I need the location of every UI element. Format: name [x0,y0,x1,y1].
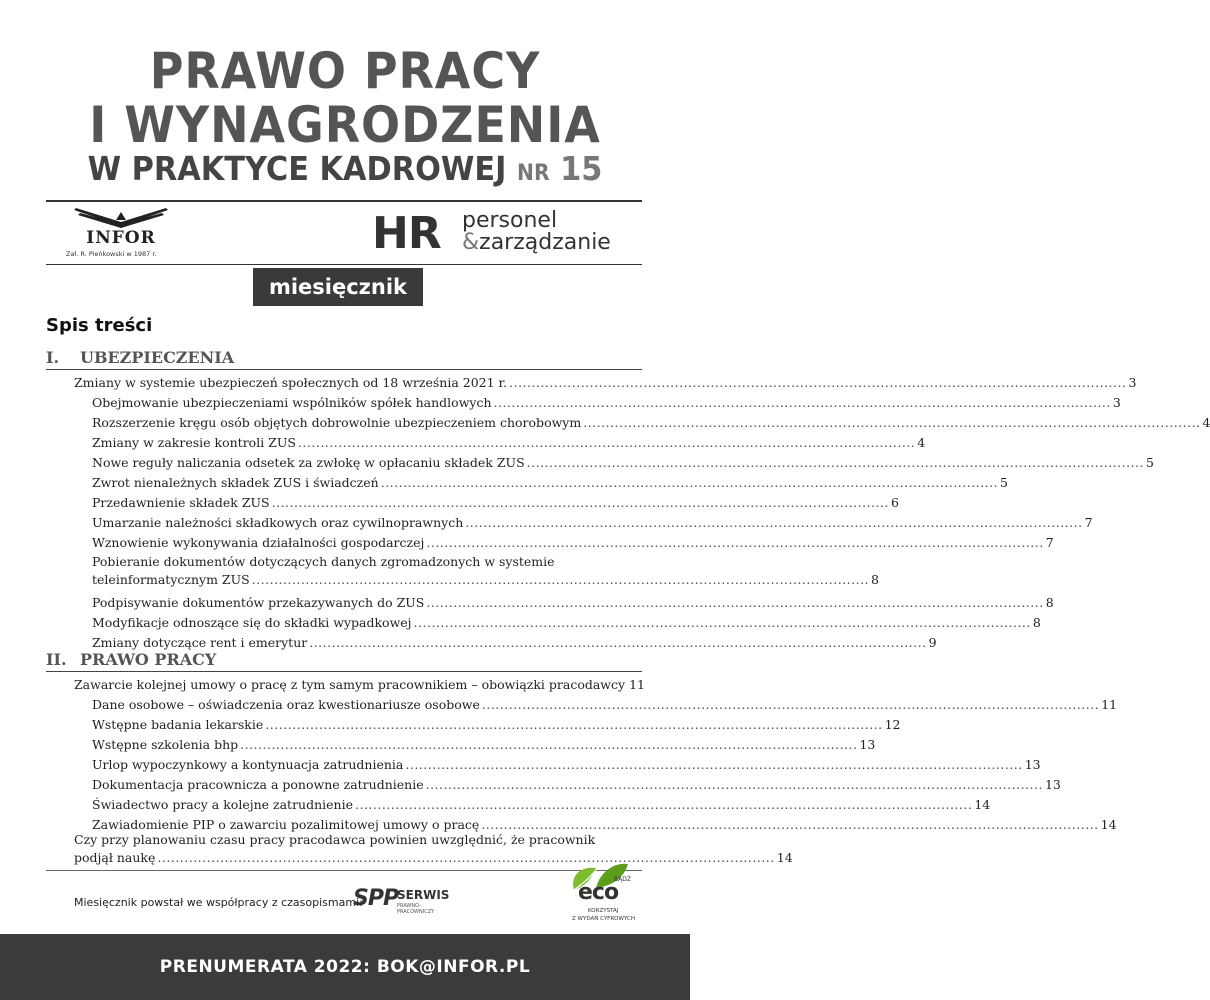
title-line-2: I WYNAGRODZENIA [89,96,601,154]
section-number: II. [46,650,67,669]
toc-entry[interactable] [92,414,1210,432]
toc-entry[interactable] [92,736,876,754]
toc-entry-text: Rozszerzenie kręgu osób objętych dobrowolnie ubezpieczeniem chorobowym [92,415,582,430]
toc-entry[interactable] [92,594,1054,612]
hr-logo-letters: HR [372,208,441,259]
spp-logo-letters: SPP [353,886,399,911]
subscription-text: PRENUMERATA 2022: BOK@INFOR.PL [159,957,531,977]
infor-wordmark: INFOR [86,228,156,248]
toc-entry-page: 13 [859,737,876,752]
subscription-banner[interactable] [0,934,690,1000]
toc-entry-page: 4 [1202,415,1210,430]
toc-entry-text: Obejmowanie ubezpieczeniami wspólników spółek handlowych [92,395,492,410]
toc-entry-page: 11 [629,677,645,692]
section-number: I. [46,348,60,367]
toc-entry-text: Zmiany w zakresie kontroli ZUS [92,435,296,450]
leader-dots: .......................................................................................................................................... [297,435,916,450]
leader-dots: .......................................................................................................................................... [481,697,1100,712]
section-rule [46,369,642,370]
hr-logo-zarzadzanie-text: zarządzanie [479,230,611,255]
toc-entry-page: 14 [1100,817,1117,832]
toc-entry-page: 13 [1024,757,1041,772]
toc-entry-page: 5 [1145,455,1154,470]
toc-entry[interactable] [92,474,1008,492]
leader-dots: .......................................................................................................................................... [465,515,1083,530]
toc-entry-page: 13 [1044,777,1061,792]
leader-dots: .......................................................................................................................................... [413,615,1031,630]
footer-rule [46,870,642,871]
leader-dots: .......................................................................................................................................... [265,717,883,732]
toc-entry-text: Wstępne badania lekarskie [92,717,264,732]
toc-entry[interactable] [92,454,1154,472]
toc-entry[interactable] [92,796,991,814]
toc-entry-text: Przedawnienie składek ZUS [92,495,270,510]
hr-logo-ampersand: & [462,230,480,255]
toc-entry-page: 4 [917,435,926,450]
toc-entry-text: Urlop wypoczynkowy a kontynuacja zatrudnienia [92,757,404,772]
leader-dots: .......................................................................................................................................... [251,572,870,587]
header-rule-top [46,200,642,202]
leader-dots: .......................................................................................................................................... [405,757,1023,772]
serwis-logo-word: SERWIS [397,888,450,902]
toc-entry-page: 7 [1084,515,1093,530]
toc-entry[interactable] [92,696,1118,714]
issue-nr-label: NR [517,161,550,186]
eco-badge [566,858,646,928]
toc-entry-text: Dane osobowe – oświadczenia oraz kwestionariusze osobowe [92,697,480,712]
cooperation-note: Miesięcznik powstał we współpracy z czasopismami: [74,896,363,909]
toc-entry[interactable] [92,716,901,734]
toc-entry-page: 14 [974,797,991,812]
eco-word: eco [578,880,619,905]
leader-dots: .......................................................................................................................................... [426,595,1044,610]
toc-entry-text: Nowe reguły naliczania odsetek za zwłokę w opłacaniu składek ZUS [92,455,525,470]
leader-dots: .......................................................................................................................................... [526,455,1144,470]
toc-entry[interactable] [92,776,1061,794]
toc-entry-page: 9 [928,635,937,650]
eco-sub-2: Z WYDAŃ CYFROWYCH [572,916,635,922]
toc-entry[interactable] [92,614,1041,632]
title-line-3-text: W PRAKTYCE KADROWEJ [87,149,507,188]
toc-entry-page: 7 [1045,535,1054,550]
header-rule-bottom [46,264,642,265]
spp-serwis-logo [353,886,453,916]
title-line-1: PRAWO PRACY [149,42,541,100]
toc-entry[interactable] [74,831,793,867]
toc-entry[interactable] [92,756,1041,774]
toc-entry-page: 14 [776,850,793,865]
toc-entry-page: 5 [1000,475,1008,490]
title-line-3 [28,149,663,188]
leader-dots: .......................................................................................................................................... [240,737,858,752]
serwis-logo-sub: PRAWNO-PRACOWNICZY [397,903,435,915]
leader-dots: .......................................................................................................................................... [583,415,1201,430]
toc-entry-page: 3 [1128,375,1137,390]
toc-entry-text: Pobieranie dokumentów dotyczących danych zgromadzonych w systemie [92,554,555,569]
leader-dots: .......................................................................................................................................... [157,850,775,865]
toc-entry-page: 11 [1101,697,1118,712]
eco-sub-1: KORZYSTAJ [588,908,619,914]
toc-entry-text: Umarzanie należności składkowych oraz cywilnoprawnych [92,515,464,530]
hr-logo-personel: personel [462,208,558,233]
section-title: UBEZPIECZENIA [80,348,235,367]
section-rule [46,671,642,672]
toc-entry-text: Podpisywanie dokumentów przekazywanych do ZUS [92,595,425,610]
toc-title: Spis treści [46,315,153,336]
toc-entry[interactable] [74,374,1137,392]
toc-entry[interactable] [92,514,1093,532]
toc-entry-page: 8 [1032,615,1041,630]
leader-dots: .......................................................................................................................................... [481,817,1099,832]
frequency-badge: miesięcznik [253,268,423,306]
toc-entry-text-continued: teleinformatycznym ZUS [92,572,250,587]
hr-logo-zarzadzanie [462,232,611,254]
section-heading [46,348,234,367]
toc-entry-page: 12 [884,717,901,732]
infor-founded-note: Zał. R. Pieńkowski w 1987 r. [66,250,157,258]
leader-dots: .......................................................................................................................................... [426,535,1044,550]
toc-entry-page: 6 [890,495,899,510]
toc-entry-text: Modyfikacje odnoszące się do składki wypadkowej [92,615,412,630]
toc-entry-text: Zawiadomienie PIP o zawarciu pozalimitowej umowy o pracę [92,817,480,832]
toc-entry-text: Dokumentacja pracownicza a ponowne zatrudnienie [92,777,424,792]
leader-dots: .......................................................................................................................................... [493,395,1111,410]
toc-entry-page: 8 [871,572,879,587]
toc-entry-text-continued: podjął naukę [74,850,156,865]
leader-dots: .......................................................................................................................................... [355,797,973,812]
leader-dots: .......................................................................................................................................... [425,777,1043,792]
toc-entry[interactable] [92,434,926,452]
toc-entry-text: Czy przy planowaniu czasu pracy pracodawca powinien uwzględnić, że pracownik [74,832,596,847]
infor-wings-icon [66,206,176,230]
leader-dots: .......................................................................................................................................... [309,635,927,650]
toc-entry[interactable] [92,553,879,589]
infor-logo [66,206,176,262]
eco-top-label: BĄDŹ [614,876,631,883]
toc-entry-text: Wstępne szkolenia bhp [92,737,239,752]
toc-entry-text: Zmiany dotyczące rent i emerytur [92,635,308,650]
toc-entry-page: 3 [1112,395,1121,410]
leader-dots: .......................................................................................................................................... [271,495,889,510]
toc-entry-text: Świadectwo pracy a kolejne zatrudnienie [92,797,353,812]
toc-entry[interactable] [92,534,1054,552]
hr-personel-logo [372,208,642,264]
toc-entry-text: Wznowienie wykonywania działalności gospodarczej [92,535,425,550]
issue-number: 15 [560,149,603,188]
toc-entry-text: Zwrot nienależnych składek ZUS i świadczeń [92,475,379,490]
toc-entry[interactable] [92,394,1121,412]
leader-dots: .......................................................................................................................................... [380,475,999,490]
section-heading [46,650,216,669]
toc-entry[interactable] [74,676,645,694]
toc-entry-text: Zmiany w systemie ubezpieczeń społecznych od 18 września 2021 r. [74,375,508,390]
toc-entry-page: 8 [1045,595,1054,610]
toc-entry[interactable] [92,494,899,512]
section-title: PRAWO PRACY [80,650,217,669]
leader-dots: .......................................................................................................................................... [509,375,1127,390]
toc-entry-text: Zawarcie kolejnej umowy o pracę z tym samym pracownikiem – obowiązki pracodawcy [74,677,626,692]
